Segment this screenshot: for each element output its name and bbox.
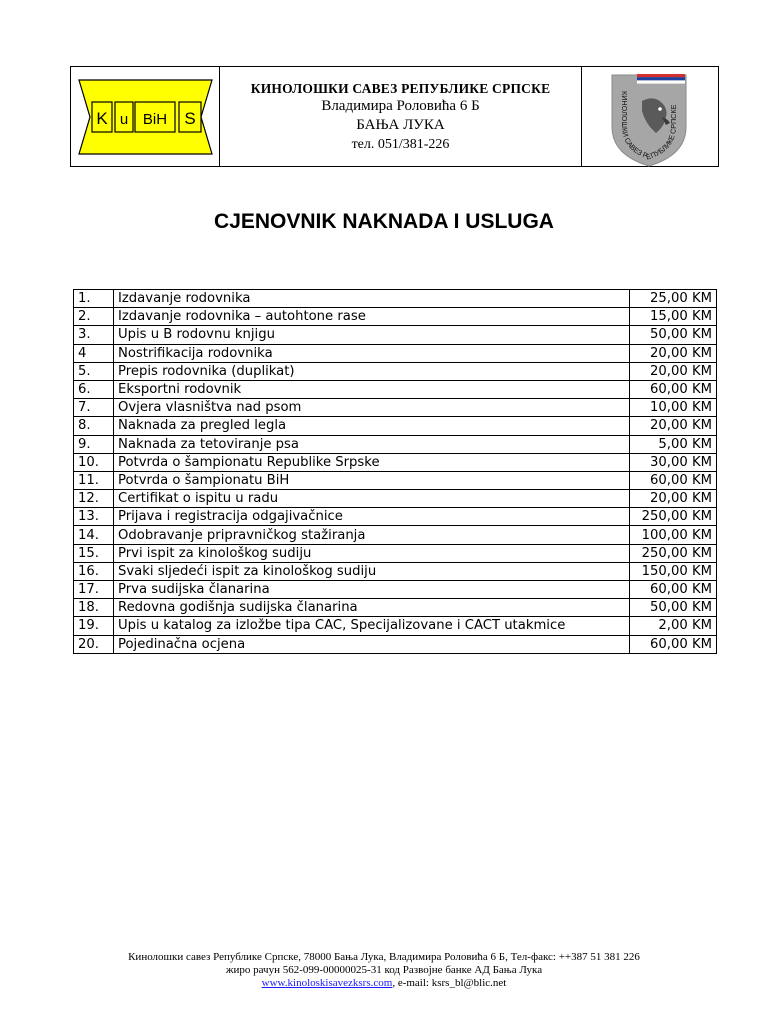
row-number: 15. bbox=[74, 544, 114, 562]
service-price: 50,00 KM bbox=[630, 599, 717, 617]
service-name: Prvi ispit za kinološkog sudiju bbox=[114, 544, 630, 562]
service-price: 15,00 KM bbox=[630, 308, 717, 326]
org-name: КИНОЛОШКИ САВЕЗ РЕПУБЛИКЕ СРПСКЕ bbox=[250, 81, 551, 96]
service-price: 10,00 KM bbox=[630, 399, 717, 417]
service-name: Izdavanje rodovnika – autohtone rase bbox=[114, 308, 630, 326]
table-row bbox=[74, 326, 717, 344]
service-price: 20,00 KM bbox=[630, 490, 717, 508]
row-number: 7. bbox=[74, 399, 114, 417]
table-row bbox=[74, 308, 717, 326]
service-name: Ovjera vlasništva nad psom bbox=[114, 399, 630, 417]
table-row bbox=[74, 508, 717, 526]
footer-contacts bbox=[0, 977, 768, 990]
table-row bbox=[74, 344, 717, 362]
row-number: 2. bbox=[74, 308, 114, 326]
footer-address: Кинолошки савез Републике Српске, 78000 Бања Лука, Владимира Роловића 6 Б, Тел-факс: ++387 51 381 226 bbox=[128, 951, 640, 963]
org-info bbox=[220, 67, 582, 166]
service-price: 30,00 KM bbox=[630, 453, 717, 471]
row-number: 8. bbox=[74, 417, 114, 435]
kennel-union-emblem bbox=[582, 67, 717, 167]
footer-bank-account: жиро рачун 562-099-00000025-31 код Развојне банке АД Бања Лука bbox=[225, 964, 543, 976]
row-number: 3. bbox=[74, 326, 114, 344]
letterhead bbox=[70, 66, 719, 167]
service-price: 250,00 KM bbox=[630, 544, 717, 562]
service-price: 60,00 KM bbox=[630, 380, 717, 398]
website-link[interactable]: www.kinoloskisavezksrs.com bbox=[261, 977, 393, 989]
footer-email: , e-mail: ksrs_bl@blic.net bbox=[392, 977, 507, 989]
logo-letter-s: S bbox=[184, 109, 196, 128]
row-number: 1. bbox=[74, 290, 114, 308]
table-row bbox=[74, 490, 717, 508]
service-name: Redovna godišnja sudijska članarina bbox=[114, 599, 630, 617]
row-number: 17. bbox=[74, 581, 114, 599]
service-name: Eksportni rodovnik bbox=[114, 380, 630, 398]
row-number: 13. bbox=[74, 508, 114, 526]
row-number: 18. bbox=[74, 599, 114, 617]
logo-letter-u: u bbox=[119, 111, 129, 128]
table-row bbox=[74, 453, 717, 471]
service-price: 25,00 KM bbox=[630, 290, 717, 308]
org-address: Владимира Роловића 6 Б bbox=[321, 98, 480, 114]
table-row bbox=[74, 599, 717, 617]
row-number: 10. bbox=[74, 453, 114, 471]
org-phone: тел. 051/381-226 bbox=[351, 137, 450, 152]
service-price: 20,00 KM bbox=[630, 417, 717, 435]
table-row bbox=[74, 617, 717, 635]
service-name: Pojedinačna ocjena bbox=[114, 635, 630, 653]
fee-table-body bbox=[74, 290, 717, 654]
service-price: 100,00 KM bbox=[630, 526, 717, 544]
service-name: Naknada za pregled legla bbox=[114, 417, 630, 435]
emblem-text: КИНОЛОШКИ САВЕЗ РЕПУБЛИКЕ СРПСКЕ bbox=[620, 91, 679, 162]
service-price: 250,00 KM bbox=[630, 508, 717, 526]
service-name: Certifikat o ispitu u radu bbox=[114, 490, 630, 508]
row-number: 19. bbox=[74, 617, 114, 635]
service-name: Svaki sljedeći ispit za kinološkog sudiju bbox=[114, 562, 630, 580]
row-number: 12. bbox=[74, 490, 114, 508]
service-name: Nostrifikacija rodovnika bbox=[114, 344, 630, 362]
service-price: 20,00 KM bbox=[630, 362, 717, 380]
table-row bbox=[74, 581, 717, 599]
service-price: 5,00 KM bbox=[630, 435, 717, 453]
logo-letters-bih: BiH bbox=[142, 111, 168, 128]
table-row bbox=[74, 544, 717, 562]
table-row bbox=[74, 380, 717, 398]
service-price: 60,00 KM bbox=[630, 635, 717, 653]
service-name: Potvrda o šampionatu Republike Srpske bbox=[114, 453, 630, 471]
table-row bbox=[74, 362, 717, 380]
fee-table bbox=[73, 289, 717, 654]
service-price: 60,00 KM bbox=[630, 581, 717, 599]
service-name: Prva sudijska članarina bbox=[114, 581, 630, 599]
service-name: Prepis rodovnika (duplikat) bbox=[114, 362, 630, 380]
emblem-cell bbox=[582, 67, 718, 166]
service-name: Izdavanje rodovnika bbox=[114, 290, 630, 308]
table-row bbox=[74, 399, 717, 417]
service-price: 50,00 KM bbox=[630, 326, 717, 344]
table-row bbox=[74, 635, 717, 653]
logo-letter-k: K bbox=[96, 109, 108, 128]
service-name: Potvrda o šampionatu BiH bbox=[114, 471, 630, 489]
service-name: Naknada za tetoviranje psa bbox=[114, 435, 630, 453]
table-row bbox=[74, 562, 717, 580]
org-city: БАЊА ЛУКА bbox=[356, 117, 445, 133]
table-row bbox=[74, 290, 717, 308]
service-name: Upis u B rodovnu knjigu bbox=[114, 326, 630, 344]
logo-cell bbox=[71, 67, 220, 166]
table-row bbox=[74, 526, 717, 544]
table-row bbox=[74, 435, 717, 453]
row-number: 5. bbox=[74, 362, 114, 380]
row-number: 9. bbox=[74, 435, 114, 453]
page-title: CJENOVNIK NAKNADA I USLUGA bbox=[214, 210, 554, 233]
service-name: Odobravanje pripravničkog stažiranja bbox=[114, 526, 630, 544]
service-name: Prijava i registracija odgajivačnice bbox=[114, 508, 630, 526]
table-row bbox=[74, 471, 717, 489]
service-price: 2,00 KM bbox=[630, 617, 717, 635]
service-price: 20,00 KM bbox=[630, 344, 717, 362]
ku-bih-logo bbox=[71, 67, 219, 167]
service-price: 60,00 KM bbox=[630, 471, 717, 489]
row-number: 11. bbox=[74, 471, 114, 489]
row-number: 14. bbox=[74, 526, 114, 544]
row-number: 16. bbox=[74, 562, 114, 580]
table-row bbox=[74, 417, 717, 435]
footer bbox=[0, 951, 768, 990]
row-number: 4 bbox=[74, 344, 114, 362]
row-number: 20. bbox=[74, 635, 114, 653]
row-number: 6. bbox=[74, 380, 114, 398]
service-price: 150,00 KM bbox=[630, 562, 717, 580]
service-name: Upis u katalog za izložbe tipa CAC, Specijalizovane i CACT utakmice bbox=[114, 617, 630, 635]
